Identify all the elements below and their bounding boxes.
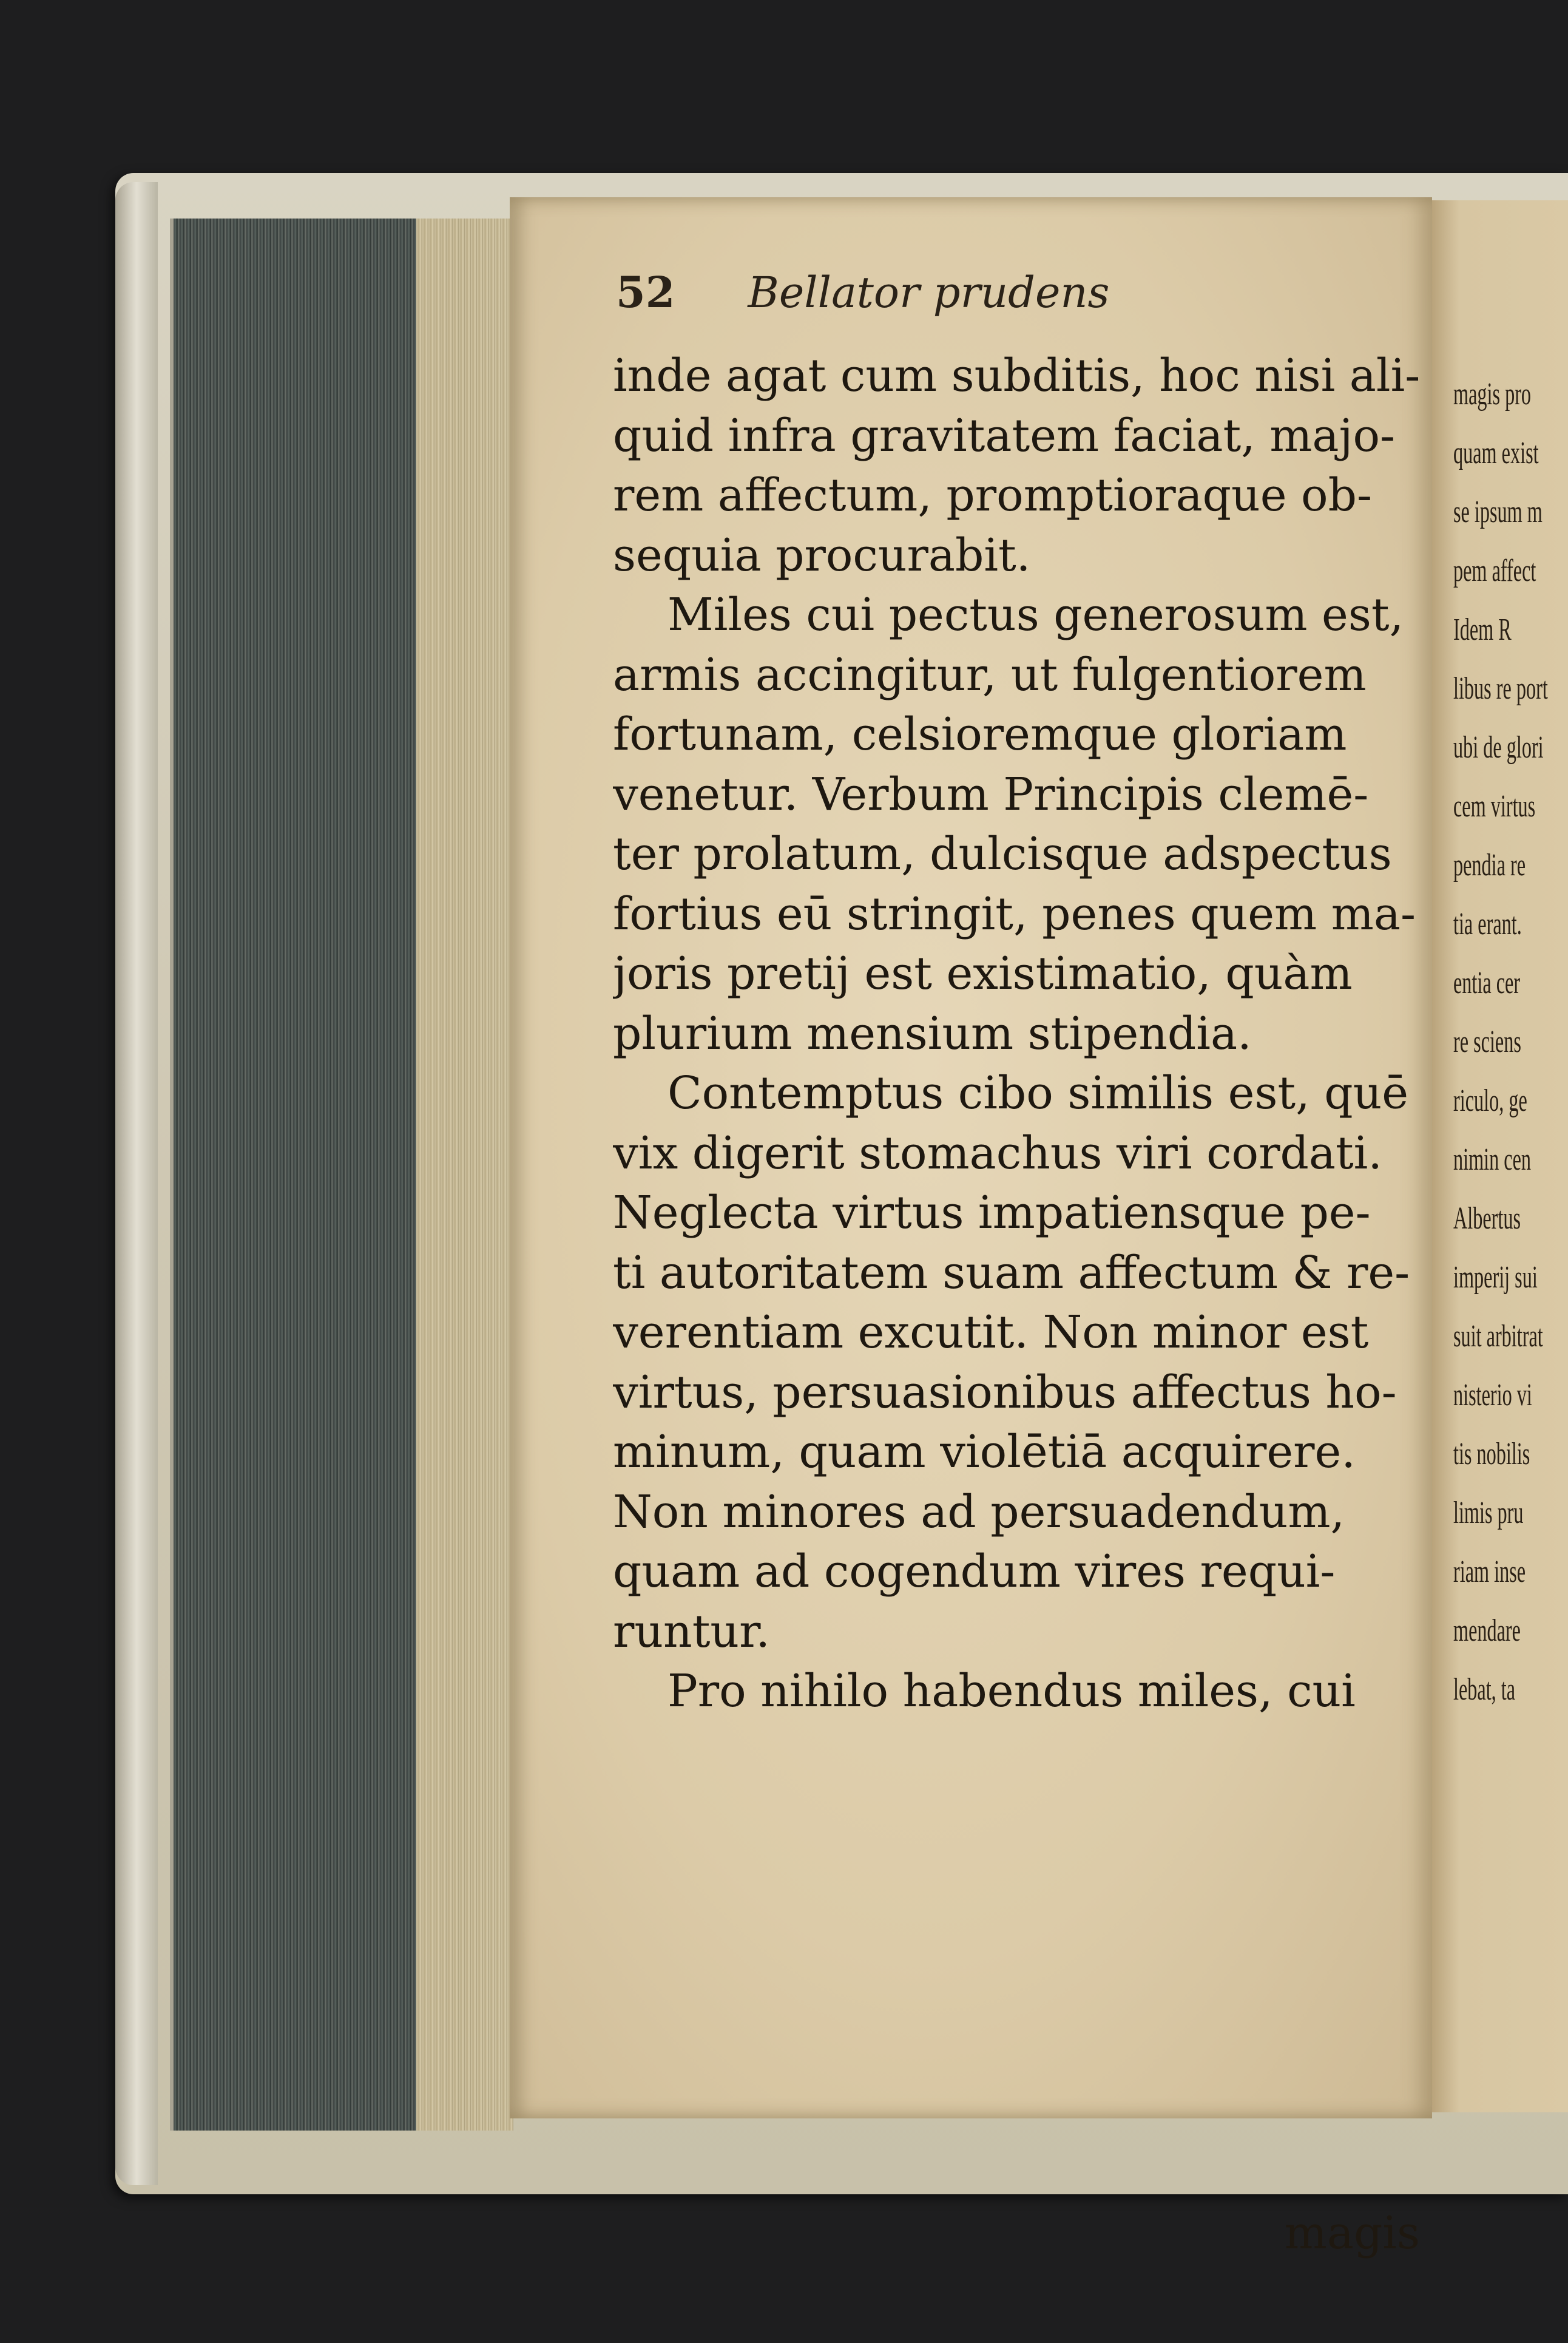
running-head — [616, 267, 1405, 317]
facing-page-fragment: nisterio vi — [1453, 1378, 1532, 1412]
facing-page-fragment: riculo, ge — [1453, 1083, 1527, 1118]
text-line: ti autoritatem suam affectum & re- — [613, 1246, 1410, 1299]
text-line: rem affectum, promptioraque ob- — [613, 469, 1372, 521]
facing-page-fragment: pem affect — [1453, 554, 1536, 588]
page-block-edges — [170, 219, 513, 2131]
text-line: joris pretij est existimatio, quàm — [613, 948, 1353, 1000]
text-line: quid infra gravitatem faciat, majo- — [613, 409, 1396, 462]
facing-page-fragment: entia cer — [1453, 966, 1521, 1000]
facing-page-fragment: nimin cen — [1453, 1142, 1532, 1177]
text-line: fortunam, celsioremque gloriam — [613, 708, 1347, 761]
text-line: inde agat cum subditis, hoc nisi ali- — [613, 350, 1420, 402]
text-line: runtur. — [613, 1605, 770, 1658]
text-line: Non minores ad persuadendum, — [613, 1485, 1345, 1538]
facing-page-fragment: riam inse — [1453, 1555, 1526, 1589]
facing-page-fragment: Idem R — [1453, 612, 1512, 647]
text-line: venetur. Verbum Principis clemē- — [613, 768, 1369, 821]
text-line: Pro nihilo habendus miles, cui — [667, 1665, 1356, 1717]
facing-page-fragment: quam exist — [1453, 436, 1539, 470]
text-line: armis accingitur, ut fulgentiorem — [613, 648, 1367, 701]
text-line: sequia procurabit. — [613, 529, 1031, 582]
text-line: plurium mensium stipendia. — [613, 1007, 1252, 1060]
text-line: verentiam excutit. Non minor est — [613, 1306, 1369, 1358]
text-line: virtus, persuasionibus affectus ho- — [613, 1366, 1397, 1419]
facing-page-fragment: Albertus — [1453, 1201, 1521, 1236]
facing-page-fragment: pendia re — [1453, 848, 1526, 883]
catchword: magis — [1284, 2207, 1420, 2259]
facing-page-fragment: re sciens — [1453, 1025, 1521, 1059]
page-number: 52 — [616, 267, 675, 317]
facing-page-fragment: limis pru — [1453, 1496, 1524, 1530]
book-spine — [115, 182, 158, 2185]
facing-page-fragment: libus re port — [1453, 671, 1548, 706]
text-line: ter prolatum, dulcisque adspectus — [613, 828, 1392, 880]
text-line: minum, quam violētiā acquirere. — [613, 1426, 1356, 1478]
text-line: quam ad cogendum vires requi- — [613, 1545, 1336, 1598]
facing-page-fragment: ubi de glori — [1453, 730, 1544, 765]
text-line: vix digerit stomachus viri cordati. — [613, 1127, 1382, 1179]
facing-page-fragment: magis pro — [1453, 377, 1532, 412]
facing-page-fragment: se ipsum m — [1453, 495, 1543, 529]
running-title: Bellator prudens — [748, 268, 1110, 317]
text-line: Miles cui pectus generosum est, — [667, 589, 1404, 641]
facing-page-fragment: mendare — [1453, 1613, 1521, 1648]
facing-page-fragment: tis nobilis — [1453, 1437, 1530, 1471]
facing-page-fragment: suit arbitrat — [1453, 1319, 1543, 1354]
text-line: Neglecta virtus impatiensque pe- — [613, 1187, 1371, 1239]
facing-page-fragment: cem virtus — [1453, 789, 1536, 824]
facing-page-fragment: imperij sui — [1453, 1260, 1538, 1295]
body-text — [613, 346, 1420, 2259]
facing-page-fragment: tia erant. — [1453, 907, 1522, 941]
text-line: Contemptus cibo similis est, quē — [667, 1067, 1409, 1119]
text-line: fortius eū stringit, penes quem ma- — [613, 887, 1416, 940]
facing-page-fragment: lebat, ta — [1453, 1672, 1516, 1707]
